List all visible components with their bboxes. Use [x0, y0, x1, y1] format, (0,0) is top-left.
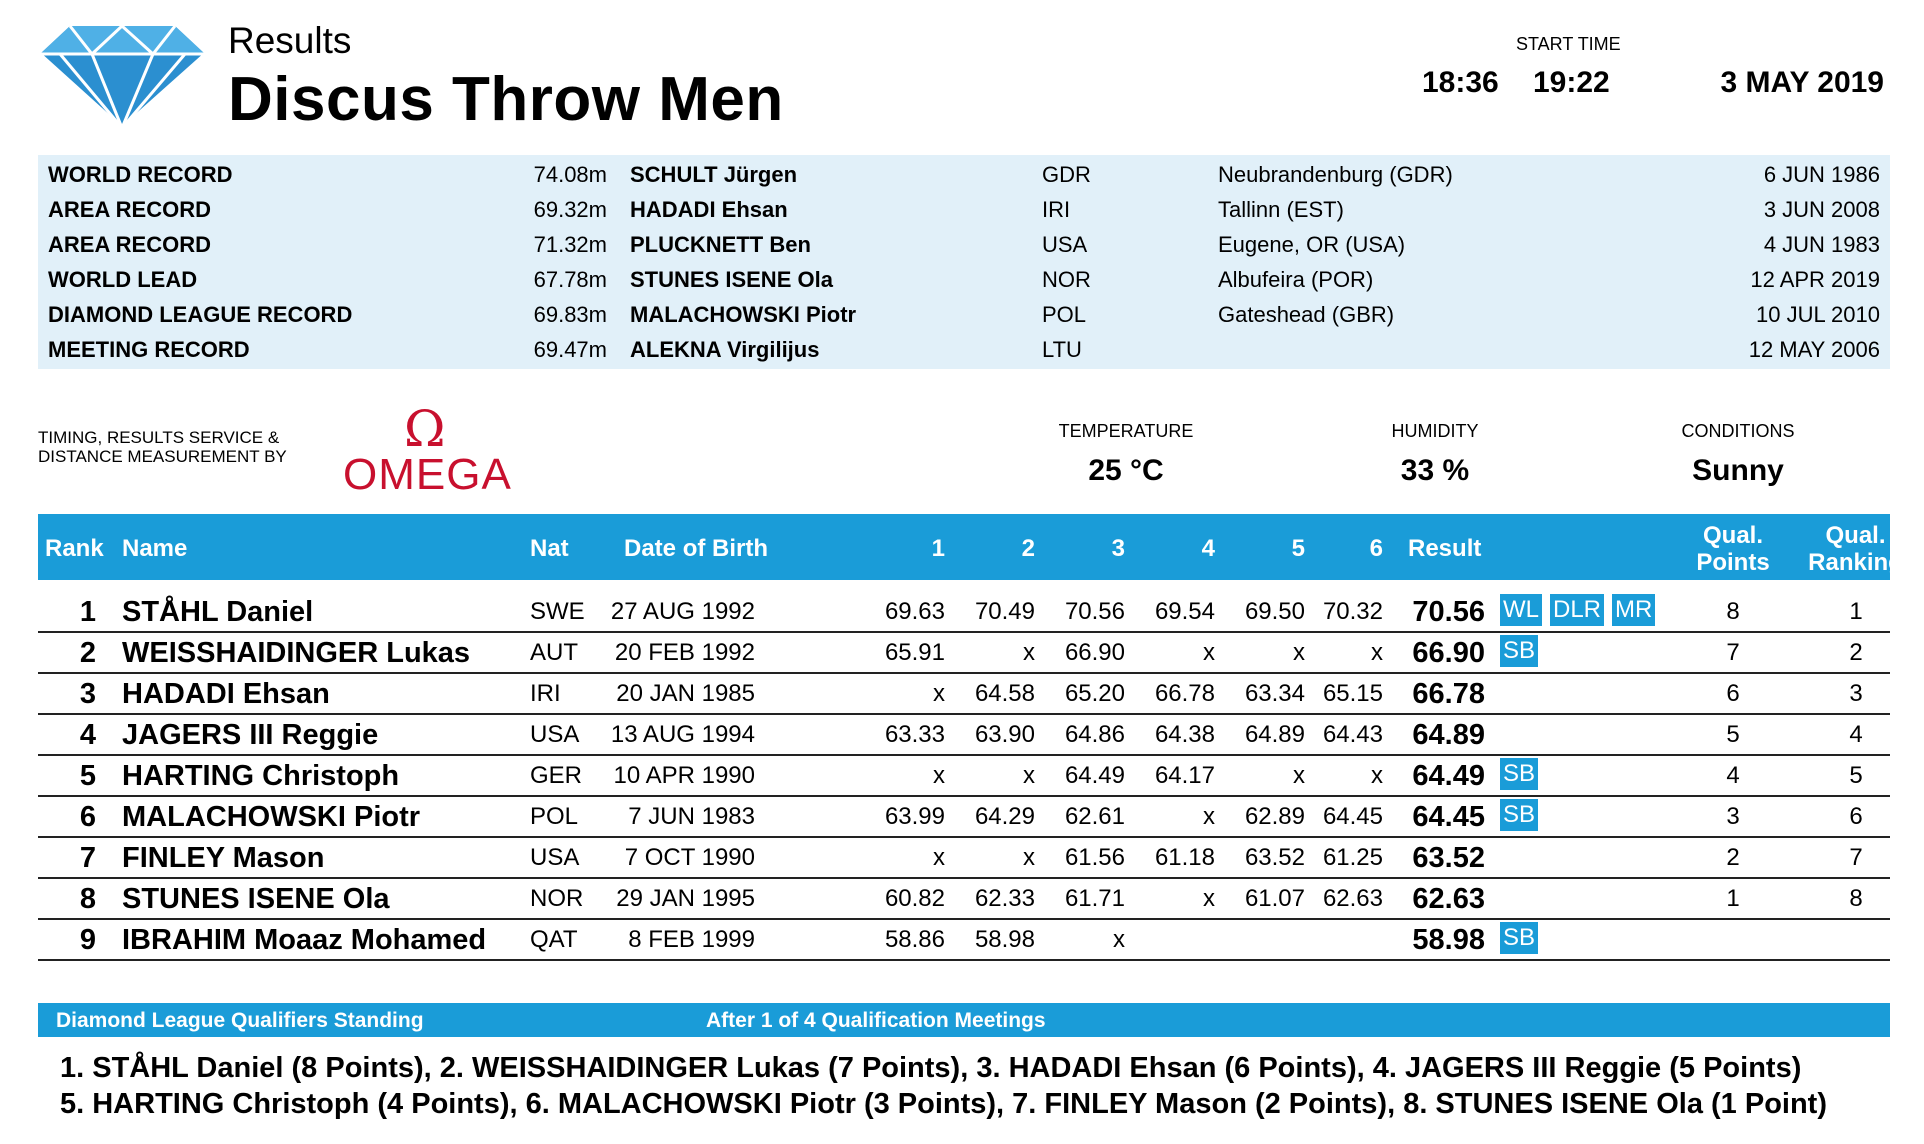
athlete-result: 64.49	[1412, 760, 1485, 792]
athlete-nat: SWE	[530, 598, 585, 625]
header-attempt-2: 2	[1021, 535, 1035, 562]
qual-ranking: 8	[1849, 885, 1863, 912]
attempt-3: 61.56	[1064, 844, 1125, 871]
attempt-6: 65.15	[1322, 680, 1383, 707]
conditions-value: Sunny	[1692, 454, 1784, 487]
record-mark: 69.83m	[533, 302, 607, 327]
header-attempt-3: 3	[1111, 535, 1125, 562]
athlete-rank: 7	[79, 842, 96, 874]
event-title: Discus Throw Men	[228, 65, 784, 134]
athlete-dob: 20 JAN 1985	[616, 680, 755, 707]
record-badge: SB	[1500, 635, 1538, 667]
result-row	[38, 754, 1890, 797]
result-row	[38, 836, 1890, 879]
athlete-name: HARTING Christoph	[122, 760, 400, 792]
athlete-nat: POL	[530, 803, 579, 830]
record-date: 12 MAY 2006	[1748, 337, 1880, 362]
qual-points: 1	[1726, 885, 1740, 912]
attempt-5: 69.50	[1244, 598, 1305, 625]
attempt-2: x	[1023, 844, 1035, 871]
athlete-nat: NOR	[530, 885, 584, 912]
qual-ranking: 2	[1849, 639, 1863, 666]
attempt-6: x	[1371, 639, 1383, 666]
record-badge: SB	[1500, 758, 1538, 790]
attempt-6: 62.63	[1322, 885, 1383, 912]
attempt-3: x	[1113, 926, 1125, 953]
attempt-4: 64.38	[1154, 721, 1215, 748]
athlete-rank: 1	[79, 596, 96, 628]
attempt-6: x	[1371, 762, 1383, 789]
header-qual-points-line1: Qual.	[1702, 522, 1763, 549]
attempt-2: 70.49	[974, 598, 1035, 625]
record-holder: HADADI Ehsan	[630, 197, 788, 222]
athlete-dob: 20 FEB 1992	[614, 639, 755, 666]
athlete-dob: 27 AUG 1992	[610, 598, 755, 625]
header-attempt-4: 4	[1201, 535, 1215, 562]
result-badges	[1500, 635, 1546, 667]
athlete-nat: GER	[530, 762, 583, 789]
attempt-5: x	[1293, 762, 1305, 789]
record-mark: 67.78m	[533, 267, 607, 292]
attempt-6: 61.25	[1322, 844, 1383, 871]
record-date: 12 APR 2019	[1750, 267, 1880, 292]
qual-points: 8	[1726, 598, 1740, 625]
record-holder: STUNES ISENE Ola	[630, 267, 833, 292]
record-date: 6 JUN 1986	[1763, 162, 1880, 187]
qual-ranking: 7	[1849, 844, 1863, 871]
attempt-6: 64.43	[1322, 721, 1383, 748]
results-label: Results	[228, 20, 352, 61]
attempt-4: 69.54	[1154, 598, 1215, 625]
omega-logo-text: OMEGA	[343, 450, 512, 499]
record-badge: SB	[1500, 799, 1538, 831]
record-place: Neubrandenburg (GDR)	[1218, 162, 1453, 187]
temperature-value: 25 °C	[1088, 454, 1164, 487]
record-holder: ALEKNA Virgilijus	[630, 337, 820, 362]
attempt-1: x	[933, 844, 945, 871]
attempt-5: x	[1293, 639, 1305, 666]
record-place: Albufeira (POR)	[1218, 267, 1374, 292]
attempt-1: 69.63	[884, 598, 945, 625]
attempt-5: 63.34	[1244, 680, 1305, 707]
athlete-dob: 10 APR 1990	[613, 762, 755, 789]
humidity-value: 33 %	[1400, 454, 1470, 487]
records-table	[38, 155, 1890, 369]
athlete-rank: 2	[79, 637, 96, 669]
result-row	[38, 590, 1890, 633]
qualifiers-after: After 1 of 4 Qualification Meetings	[706, 1009, 1046, 1032]
header-qual-ranking-line1: Qual.	[1825, 522, 1886, 549]
attempt-1: 63.33	[884, 721, 945, 748]
results-table-header	[38, 514, 1903, 580]
attempt-1: 60.82	[884, 885, 945, 912]
record-nat: LTU	[1042, 337, 1082, 362]
attempt-2: 64.29	[974, 803, 1035, 830]
header-attempt-5: 5	[1291, 535, 1305, 562]
attempt-4: 66.78	[1154, 680, 1215, 707]
attempt-3: 64.86	[1064, 721, 1125, 748]
header-nat: Nat	[530, 535, 569, 562]
record-nat: USA	[1042, 232, 1088, 257]
athlete-dob: 29 JAN 1995	[616, 885, 755, 912]
athlete-name: STÅHL Daniel	[122, 596, 314, 628]
qual-points: 2	[1726, 844, 1740, 871]
athlete-dob: 7 OCT 1990	[624, 844, 755, 871]
record-type: WORLD RECORD	[48, 162, 233, 187]
athlete-name: JAGERS III Reggie	[122, 719, 379, 751]
athlete-rank: 8	[79, 883, 96, 915]
result-badges	[1500, 758, 1546, 790]
athlete-name: FINLEY Mason	[122, 842, 325, 874]
attempt-4: x	[1203, 639, 1215, 666]
attempt-2: 63.90	[974, 721, 1035, 748]
record-nat: POL	[1042, 302, 1087, 327]
record-mark: 71.32m	[533, 232, 607, 257]
record-mark: 69.47m	[533, 337, 607, 362]
attempt-1: x	[933, 762, 945, 789]
header-qual-points	[1683, 522, 1783, 576]
header-qual-ranking-line2: Ranking	[1808, 549, 1903, 576]
standing-line-2: 5. HARTING Christoph (4 Points), 6. MALACHOWSKI Piotr (3 Points), 7. FINLEY Mason (2 Points), 8. STUNES ISENE Ola (1 Point)	[60, 1088, 1827, 1120]
record-type: AREA RECORD	[48, 232, 211, 257]
result-row	[38, 795, 1890, 838]
qual-ranking: 1	[1849, 598, 1863, 625]
start-time-2: 19:22	[1533, 66, 1610, 99]
attempt-5: 63.52	[1244, 844, 1305, 871]
humidity-label: HUMIDITY	[1391, 421, 1479, 441]
record-date: 4 JUN 1983	[1763, 232, 1880, 257]
athlete-result: 63.52	[1412, 842, 1485, 874]
record-row	[38, 155, 1890, 190]
record-type: WORLD LEAD	[48, 267, 198, 292]
athlete-result: 70.56	[1412, 596, 1485, 628]
attempt-5: 62.89	[1244, 803, 1305, 830]
athlete-result: 62.63	[1412, 883, 1485, 915]
attempt-3: 65.20	[1064, 680, 1125, 707]
record-date: 10 JUL 2010	[1756, 302, 1880, 327]
athlete-result: 66.78	[1412, 678, 1485, 710]
record-nat: NOR	[1042, 267, 1091, 292]
athlete-result: 64.89	[1412, 719, 1485, 751]
qual-ranking: 5	[1849, 762, 1863, 789]
header-qual-ranking	[1798, 522, 1913, 576]
result-row	[38, 672, 1890, 715]
result-badges	[1500, 922, 1546, 954]
record-place: Eugene, OR (USA)	[1218, 232, 1406, 257]
record-badge: MR	[1612, 594, 1655, 626]
record-mark: 69.32m	[533, 197, 607, 222]
attempt-1: x	[933, 680, 945, 707]
standing-line-1: 1. STÅHL Daniel (8 Points), 2. WEISSHAIDINGER Lukas (7 Points), 3. HADADI Ehsan (6 Points), 4. JAGERS III Reggie (5 Points)	[60, 1052, 1802, 1084]
athlete-name: HADADI Ehsan	[122, 678, 330, 710]
record-row	[38, 330, 1890, 365]
qualifiers-bar	[38, 1003, 1890, 1037]
header-qual-points-line2: Points	[1696, 549, 1770, 576]
header-dob: Date of Birth	[624, 535, 768, 562]
record-place: Tallinn (EST)	[1218, 197, 1344, 222]
athlete-nat: USA	[530, 721, 580, 748]
record-badge: SB	[1500, 922, 1538, 954]
attempt-5: 64.89	[1244, 721, 1305, 748]
athlete-nat: QAT	[530, 926, 578, 953]
attempt-2: 58.98	[974, 926, 1035, 953]
result-badges	[1500, 799, 1546, 831]
attempt-4: x	[1203, 885, 1215, 912]
record-row	[38, 260, 1890, 295]
athlete-dob: 13 AUG 1994	[610, 721, 755, 748]
attempt-4: 64.17	[1154, 762, 1215, 789]
record-holder: PLUCKNETT Ben	[630, 232, 811, 257]
record-type: AREA RECORD	[48, 197, 211, 222]
qual-ranking: 4	[1849, 721, 1863, 748]
record-place: Gateshead (GBR)	[1218, 302, 1395, 327]
attempt-2: x	[1023, 639, 1035, 666]
record-type: MEETING RECORD	[48, 337, 250, 362]
attempt-2: 64.58	[974, 680, 1035, 707]
attempt-3: 66.90	[1064, 639, 1125, 666]
timing-credit	[38, 428, 287, 466]
athlete-result: 64.45	[1412, 801, 1485, 833]
attempt-3: 70.56	[1064, 598, 1125, 625]
record-nat: IRI	[1042, 197, 1071, 222]
athlete-name: IBRAHIM Moaaz Mohamed	[122, 924, 487, 956]
attempt-3: 62.61	[1064, 803, 1125, 830]
result-row	[38, 918, 1890, 961]
attempt-1: 58.86	[884, 926, 945, 953]
attempt-1: 63.99	[884, 803, 945, 830]
qualifiers-title: Diamond League Qualifiers Standing	[56, 1009, 424, 1032]
athlete-name: MALACHOWSKI Piotr	[122, 801, 421, 833]
record-badge: WL	[1500, 594, 1542, 626]
result-row	[38, 713, 1890, 756]
attempt-2: x	[1023, 762, 1035, 789]
result-row	[38, 631, 1890, 674]
athlete-nat: IRI	[530, 680, 561, 707]
timing-line-2: DISTANCE MEASUREMENT BY	[38, 447, 287, 466]
header-result: Result	[1408, 535, 1482, 562]
athlete-nat: USA	[530, 844, 580, 871]
athlete-rank: 9	[79, 924, 96, 956]
qual-points: 4	[1726, 762, 1740, 789]
attempt-3: 64.49	[1064, 762, 1125, 789]
qual-ranking: 6	[1849, 803, 1863, 830]
athlete-dob: 7 JUN 1983	[628, 803, 755, 830]
attempt-2: 62.33	[974, 885, 1035, 912]
start-time-label: START TIME	[1516, 34, 1621, 54]
timing-line-1: TIMING, RESULTS SERVICE &	[38, 428, 280, 447]
header-attempt-6: 6	[1369, 535, 1383, 562]
athlete-result: 58.98	[1412, 924, 1485, 956]
temperature-label: TEMPERATURE	[1058, 421, 1194, 441]
start-time-1: 18:36	[1422, 66, 1499, 99]
athlete-result: 66.90	[1412, 637, 1485, 669]
record-row	[38, 225, 1890, 260]
qual-points: 6	[1726, 680, 1740, 707]
attempt-6: 64.45	[1322, 803, 1383, 830]
meeting-date: 3 MAY 2019	[1720, 66, 1884, 99]
athlete-rank: 3	[79, 678, 96, 710]
result-row	[38, 877, 1890, 920]
result-badges	[1500, 594, 1663, 626]
header-rank: Rank	[45, 535, 104, 562]
header-name: Name	[122, 535, 188, 562]
athlete-nat: AUT	[530, 639, 578, 666]
attempt-6: 70.32	[1322, 598, 1383, 625]
athlete-dob: 8 FEB 1999	[628, 926, 755, 953]
record-row	[38, 190, 1890, 225]
record-date: 3 JUN 2008	[1763, 197, 1880, 222]
record-type: DIAMOND LEAGUE RECORD	[48, 302, 353, 327]
qual-points: 3	[1726, 803, 1740, 830]
header-attempt-1: 1	[931, 535, 945, 562]
qual-points: 5	[1726, 721, 1740, 748]
record-mark: 74.08m	[533, 162, 607, 187]
athlete-rank: 4	[79, 719, 96, 751]
diamond-league-logo	[40, 24, 205, 129]
athlete-name: WEISSHAIDINGER Lukas	[122, 637, 471, 669]
record-holder: MALACHOWSKI Piotr	[630, 302, 857, 327]
qual-points: 7	[1726, 639, 1740, 666]
athlete-name: STUNES ISENE Ola	[122, 883, 390, 915]
record-badge: DLR	[1550, 594, 1604, 626]
record-row	[38, 295, 1890, 330]
attempt-5: 61.07	[1244, 885, 1305, 912]
attempt-1: 65.91	[884, 639, 945, 666]
attempt-3: 61.71	[1064, 885, 1125, 912]
attempt-4: 61.18	[1154, 844, 1215, 871]
athlete-rank: 6	[79, 801, 96, 833]
qual-ranking: 3	[1849, 680, 1863, 707]
attempt-4: x	[1203, 803, 1215, 830]
record-nat: GDR	[1042, 162, 1091, 187]
conditions-label: CONDITIONS	[1681, 421, 1795, 441]
athlete-rank: 5	[79, 760, 96, 792]
omega-symbol-icon: Ω	[404, 400, 446, 458]
record-holder: SCHULT Jürgen	[630, 162, 798, 187]
